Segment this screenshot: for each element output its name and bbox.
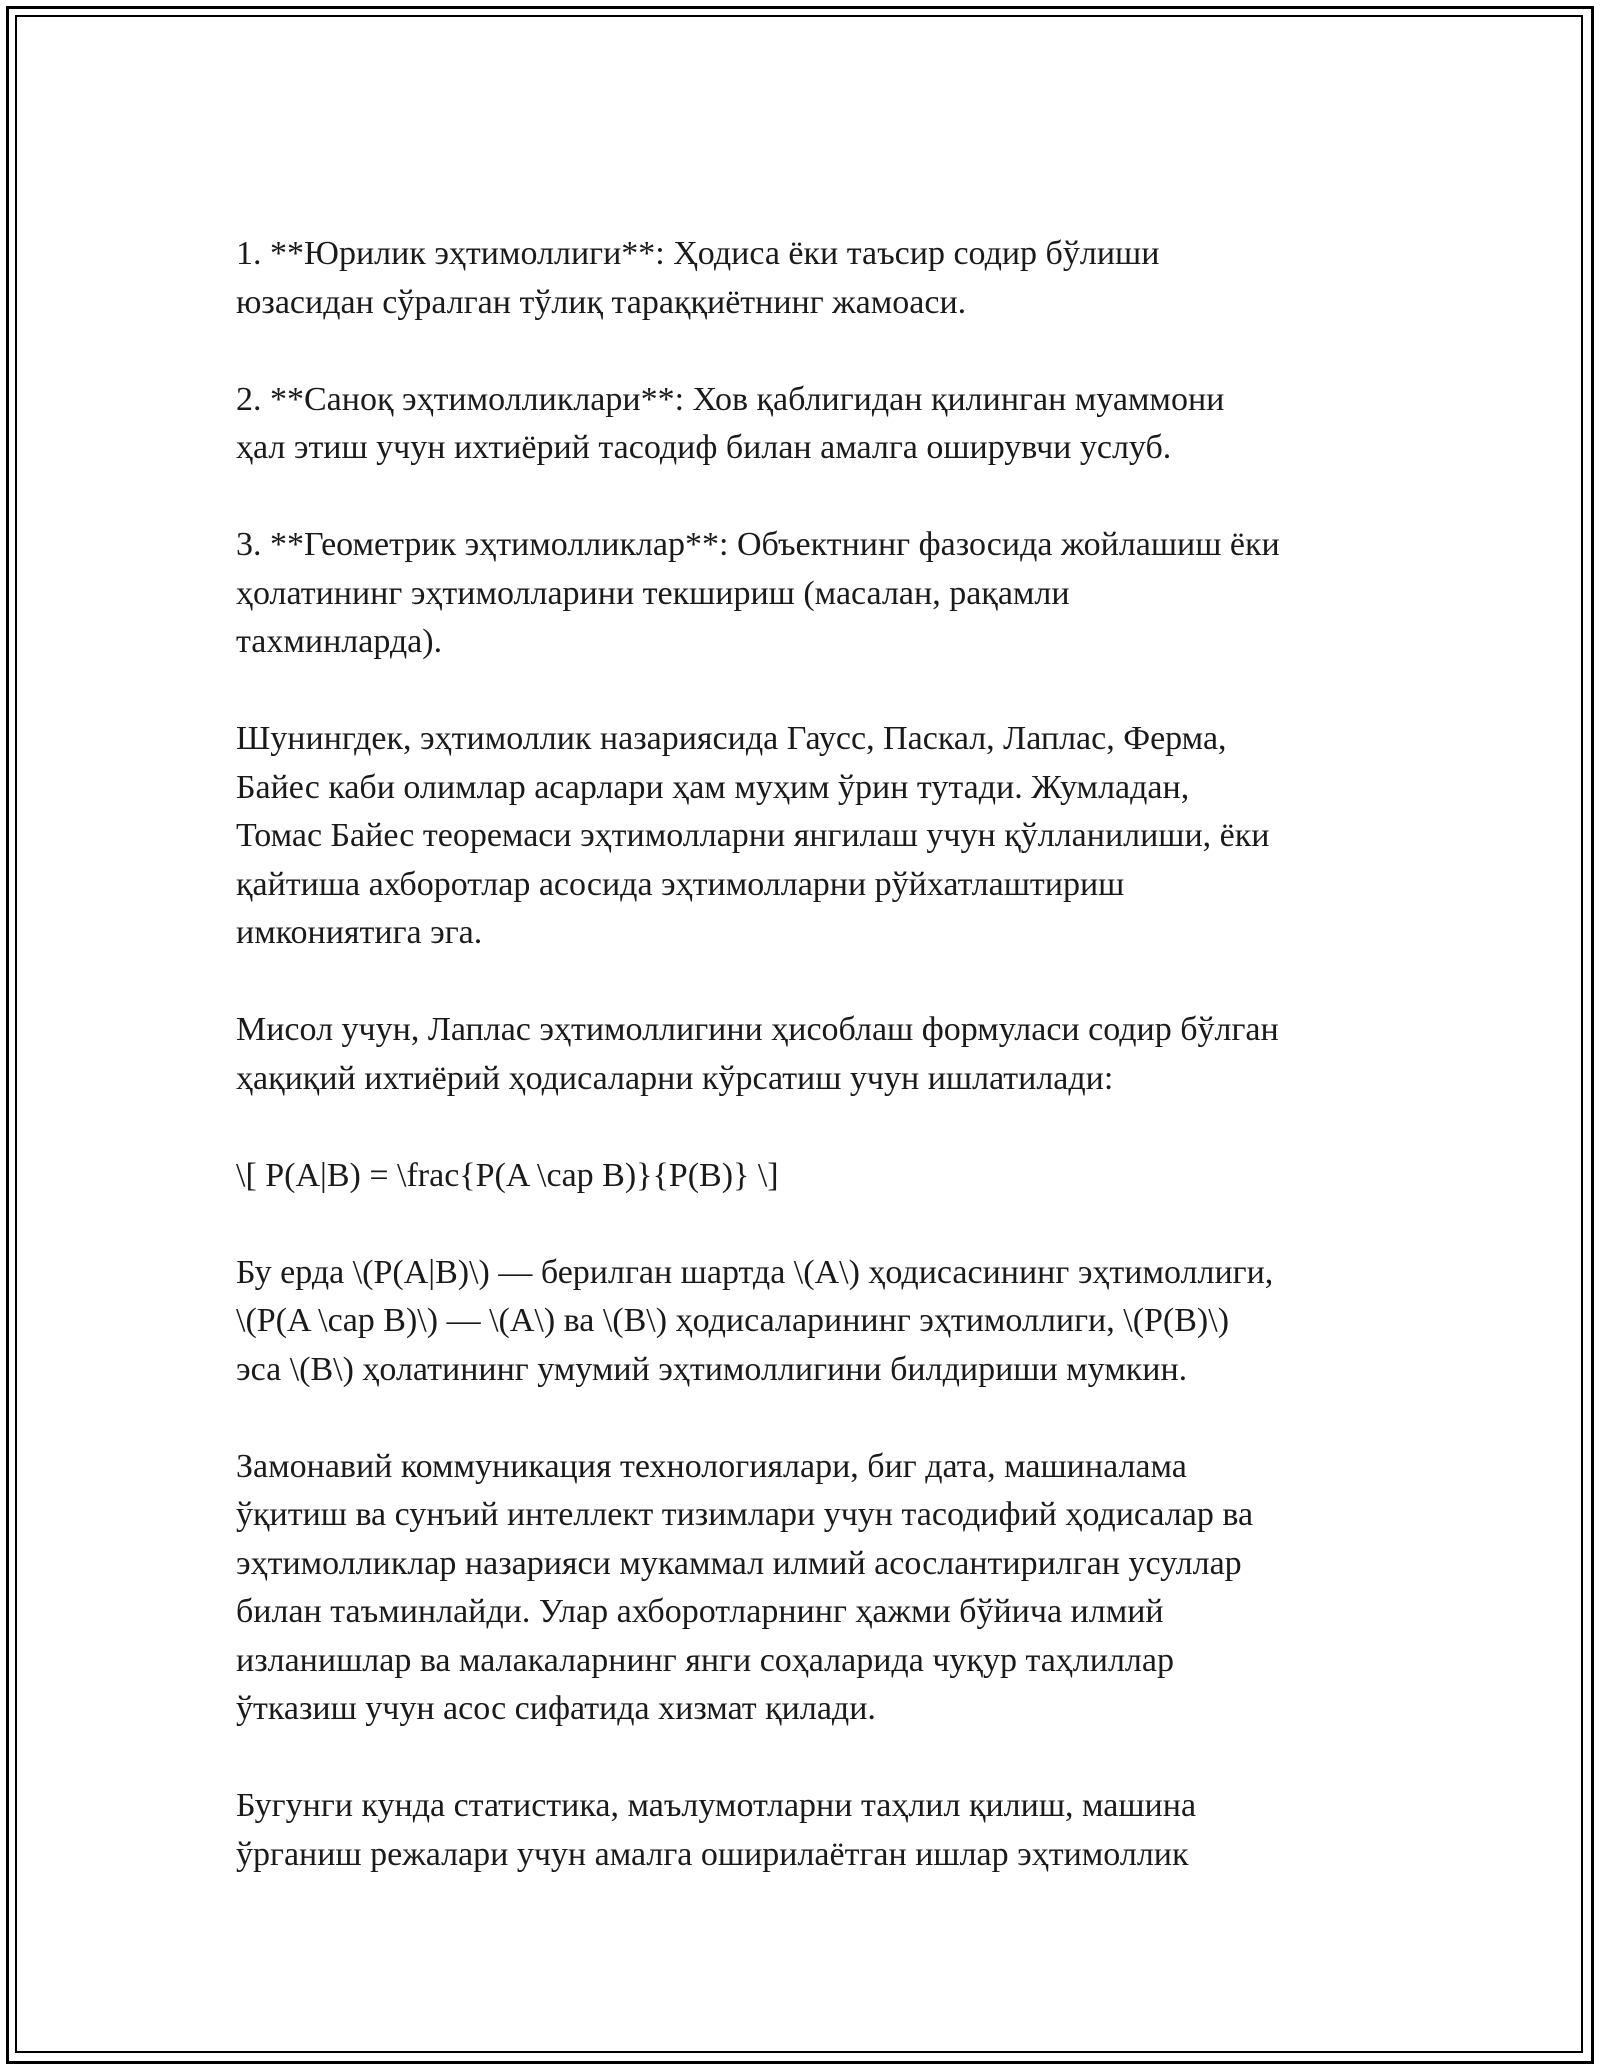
list-item-count-probabilities: 2. **Саноқ эҳтимолликлари**: Хов қаблигидан қилинган муаммони ҳал этиш учун ихтиёрий тасодиф билан амалга оширувчи услуб. [236,380,1225,466]
paragraph-modern-technologies: Замонавий коммуникация технологиялари, биг дата, машиналама ўқитиш ва сунъий интеллект тизимлари учун тасодифий ҳодисалар ва эҳтимолликлар назарияси мукаммал илмий асослантирилган усуллар билан таъминлайди. Улар ахборотларнинг ҳажми бўйича илмий изланишлар ва малакаларнинг янги соҳаларида чуқур таҳлиллар ўтказиш учун асос сифатида хизмат қилади. [236,1447,1254,1727]
list-item-geometric-probabilities: 3. **Геометрик эҳтимолликлар**: Объектнинг фазосида жойлашиш ёки ҳолатининг эҳтимолларини текшириш (масалан, рақамли тахминларда). [236,526,1280,660]
paragraph-formula-explanation: Бу ерда \(P(A|B)\) — берилган шартда \(A\) ҳодисасининг эҳтимоллиги, \(P(A \cap B)\) — \(A\) ва \(B\) ҳодисаларининг эҳтимоллиги, \(P(B)\) эса \(B\) ҳолатининг умумий эҳтимоллигини билдириши мумкин. [236,1253,1274,1388]
list-item-legal-probability: 1. **Юрилик эҳтимоллиги**: Ҳодиса ёки таъсир содир бўлиши юзасидан сўралган тўлиқ тараққиётнинг жамоаси. [236,235,1160,321]
document-body [236,230,1386,1879]
paragraph-today: Бугунги кунда статистика, маълумотларни таҳлил қилиш, машина ўрганиш режалари учун амалга оширилаётган ишлар эҳтимоллик [236,1787,1197,1873]
paragraph-laplace-example: Мисол учун, Лаплас эҳтимоллигини ҳисоблаш формуласи содир бўлган ҳақиқий ихтиёрий ҳодисаларни кўрсатиш учун ишлатилади: [236,1011,1279,1097]
paragraph-scientists: Шунингдек, эҳтимоллик назариясида Гаусс, Паскал, Лаплас, Ферма, Байес каби олимлар асарлари ҳам муҳим ўрин тутади. Жумладан, Томас Байес теоремаси эҳтимолларни янгилаш учун қўлланилиши, ёки қайтиша ахборотлар асосида эҳтимолларни рўйхатлаштириш имкониятига эга. [236,720,1270,951]
formula-conditional-probability: \[ P(A|B) = \frac{P(A \cap B)}{P(B)} \] [236,1156,779,1194]
